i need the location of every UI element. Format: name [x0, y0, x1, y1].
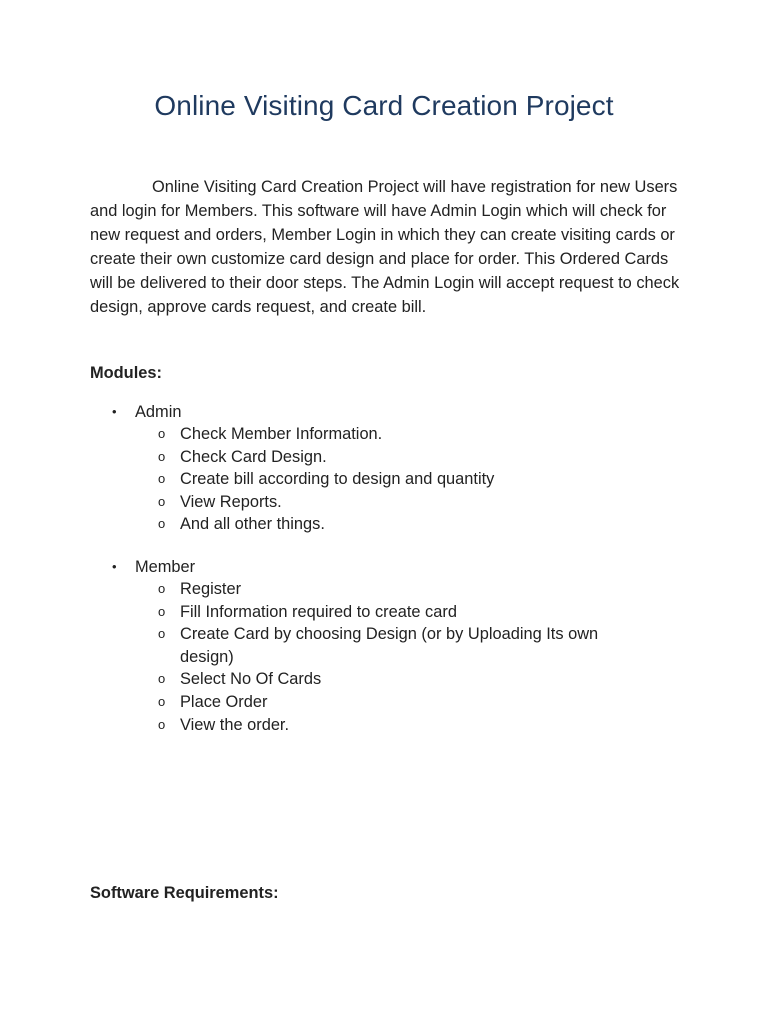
list-item: [90, 668, 690, 691]
member-sub-list: [90, 578, 690, 736]
sub-bullet-icon: o: [158, 493, 166, 509]
intro-paragraph: Online Visiting Card Creation Project will have registration for new Users and login for Members. This software will have Admin Login which will check for new request and orders, Member Login in which they can create visiting cards or create their own customize card design and place for order. This Ordered Cards will be delivered to their door steps. The Admin Login will accept request to check design, approve cards request, and create bill.: [90, 178, 680, 316]
admin-sub-list: [90, 423, 690, 536]
sub-bullet-icon: o: [158, 581, 166, 596]
module-member-row: [90, 556, 690, 578]
list-item-text: View the order.: [180, 715, 290, 734]
list-item: [90, 601, 690, 624]
sub-bullet-icon: o: [158, 516, 166, 532]
sub-bullet-icon: o: [158, 671, 166, 687]
list-item: [90, 714, 690, 737]
list-item: [90, 446, 690, 469]
list-item: [90, 513, 690, 536]
list-item: [90, 623, 690, 668]
document-title: Online Visiting Card Creation Project: [154, 90, 614, 121]
list-item-text: Create Card by choosing Design (or by Uploading Its own design): [180, 625, 599, 666]
list-item-text: Register: [180, 580, 242, 598]
sub-bullet-icon: o: [158, 603, 166, 619]
list-item-text: Check Card Design.: [180, 447, 327, 466]
module-admin-row: [90, 401, 690, 423]
bullet-icon: •: [112, 559, 117, 574]
list-item-text: Place Order: [180, 692, 268, 711]
sub-bullet-icon: o: [158, 626, 166, 642]
list-item-text: Check Member Information.: [180, 425, 383, 443]
list-item-text: Fill Information required to create card: [180, 602, 457, 621]
sub-bullet-icon: o: [158, 426, 166, 441]
module-admin: [90, 401, 690, 536]
list-item: [90, 691, 690, 714]
sub-bullet-icon: o: [158, 448, 166, 464]
software-requirements-heading: Software Requirements:: [90, 884, 279, 902]
list-item-text: Select No Of Cards: [180, 670, 322, 689]
module-admin-label: Admin: [135, 403, 182, 421]
list-item: [90, 491, 690, 514]
list-item: [90, 423, 690, 446]
list-item-text: And all other things.: [180, 515, 325, 534]
list-item-text: View Reports.: [180, 492, 282, 511]
list-item-text: Create bill according to design and quantity: [180, 470, 495, 489]
sub-bullet-icon: o: [158, 471, 166, 487]
sub-bullet-icon: o: [158, 716, 166, 732]
list-item: [90, 468, 690, 491]
modules-heading: Modules:: [90, 364, 162, 382]
module-member: [90, 556, 690, 736]
list-item: [90, 578, 690, 601]
bullet-icon: •: [112, 404, 117, 419]
module-member-label: Member: [135, 558, 196, 576]
sub-bullet-icon: o: [158, 693, 166, 709]
